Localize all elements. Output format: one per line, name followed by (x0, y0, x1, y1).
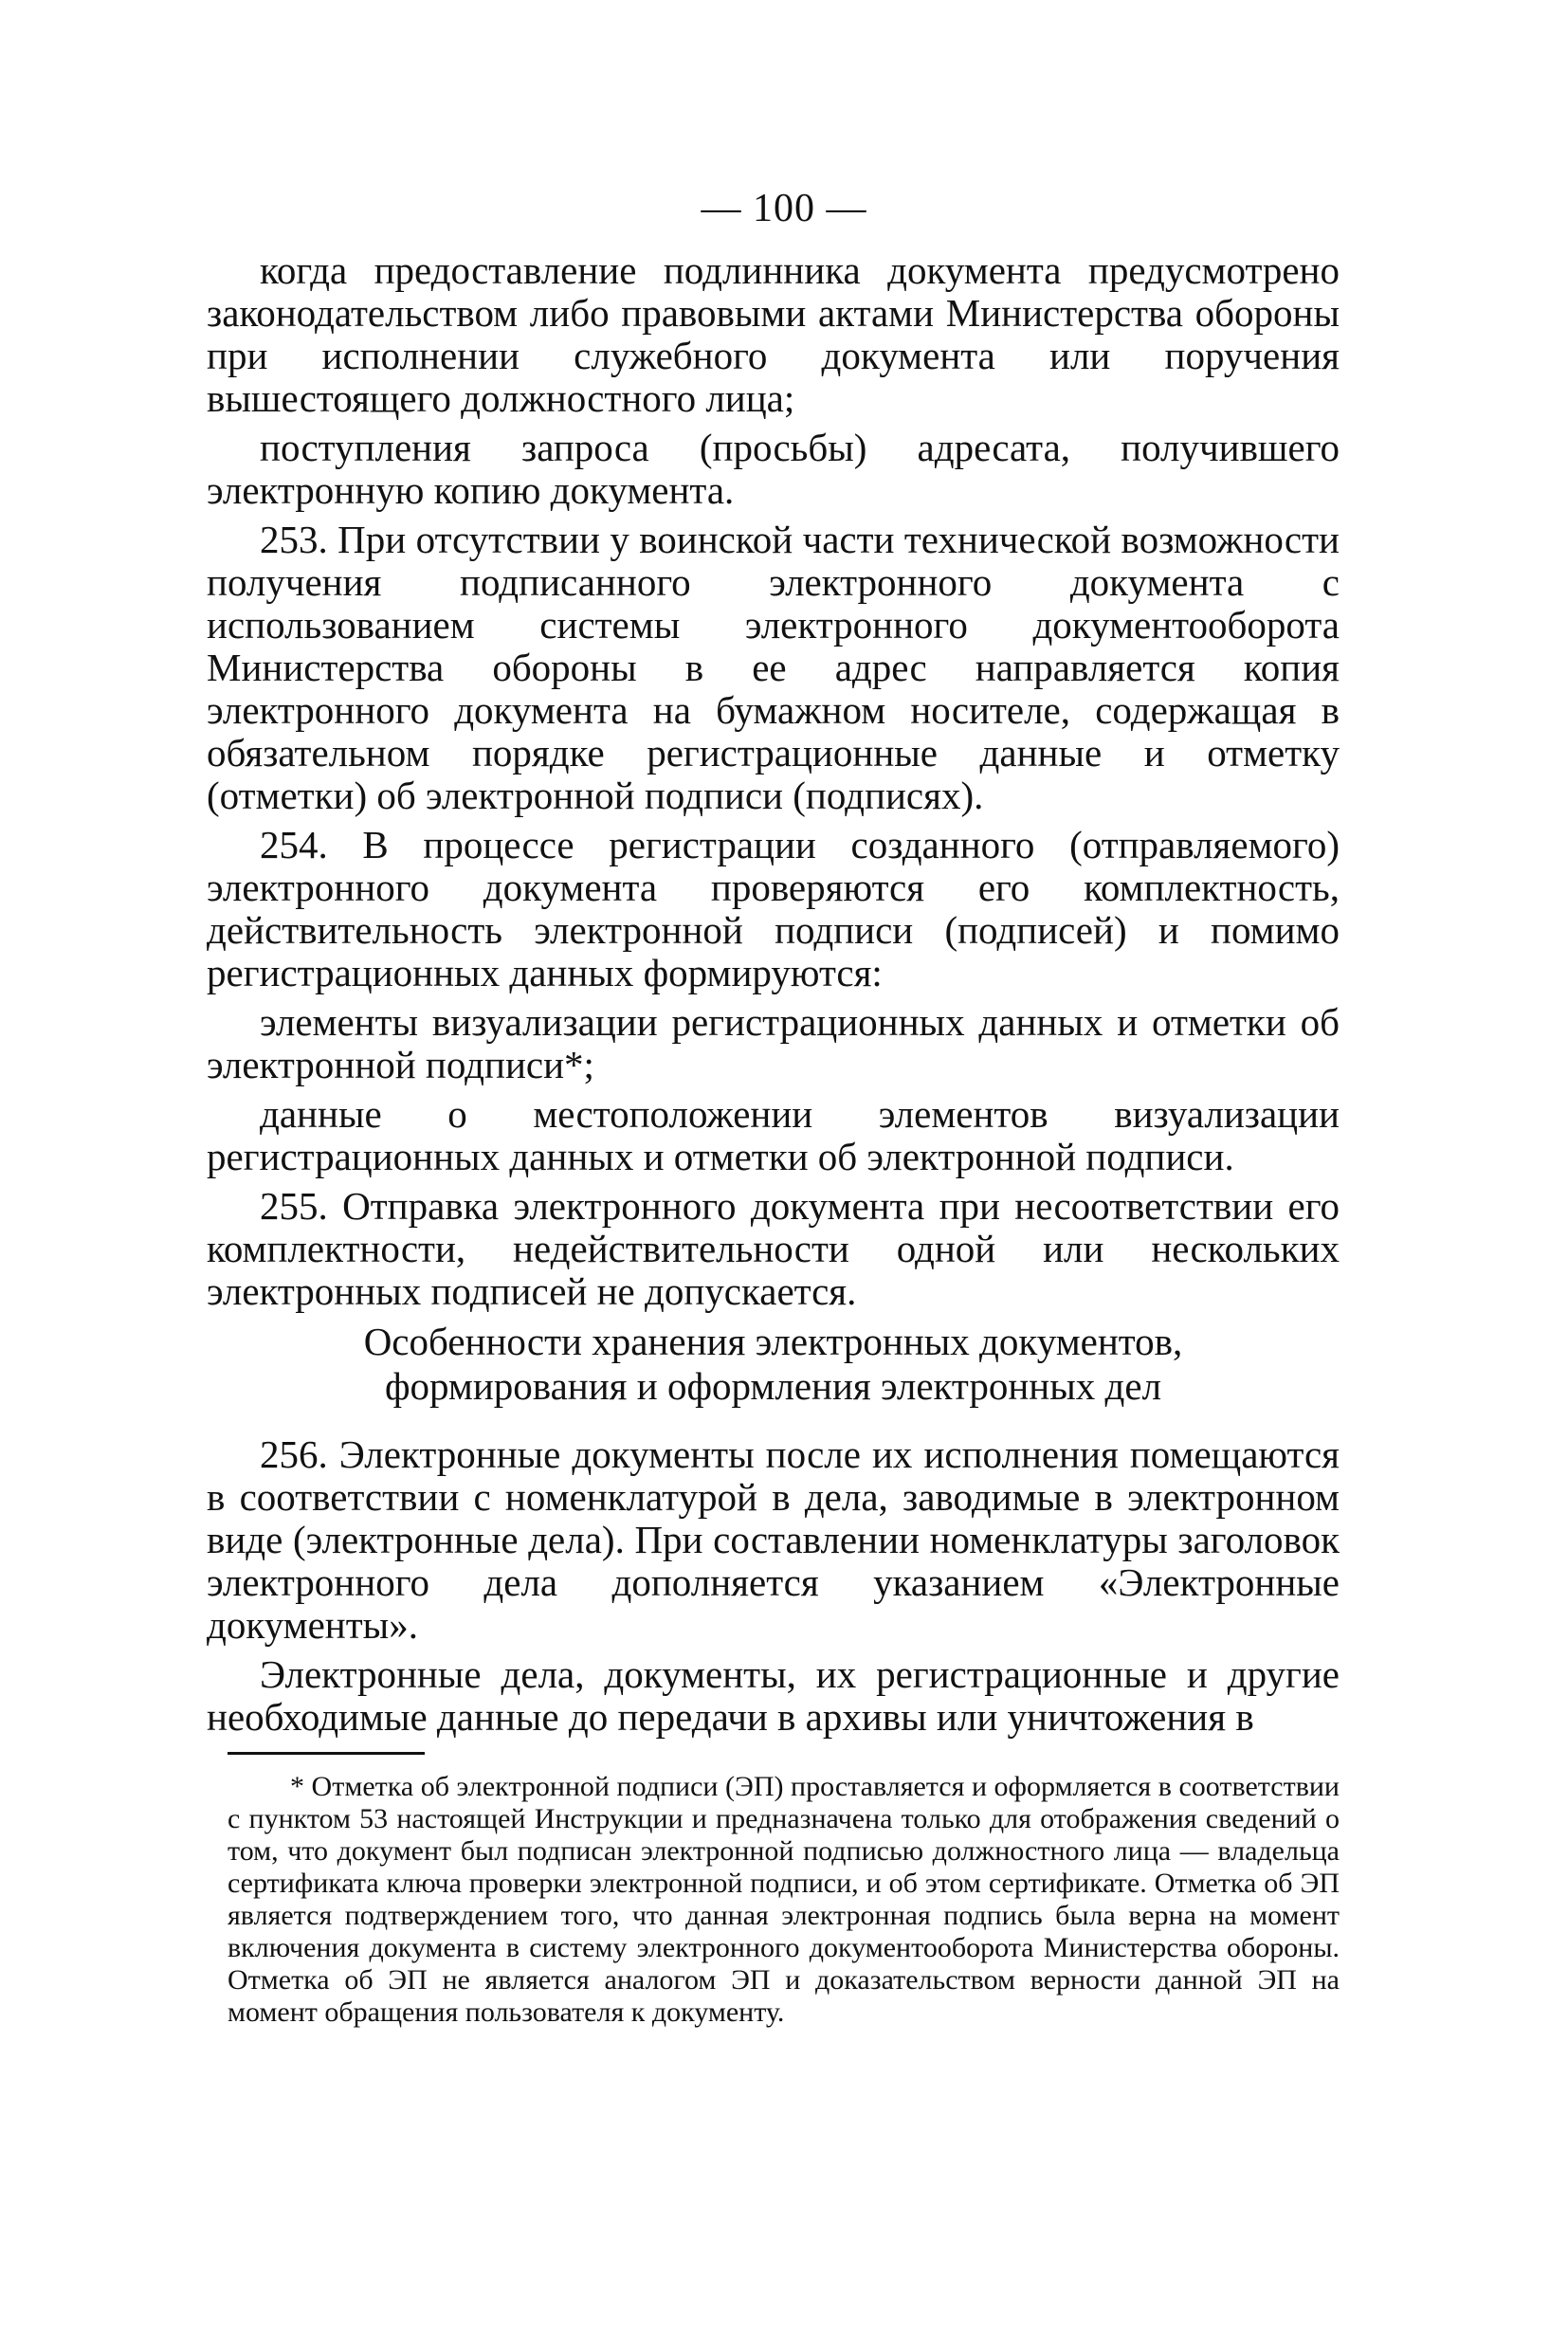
section-heading-line-2: формирования и оформления электронных дел (384, 1364, 1162, 1408)
footnote-divider (228, 1752, 425, 1755)
body-section-b (207, 1433, 1340, 1745)
footnote: * Отметка об электронной подписи (ЭП) проставляется и оформляется в соответствии с пунктом 53 настоящей Инструкции и предназначена только для отображения сведений о том, что документ был подписан электронной подписью должностного лица — владельца сертификата ключа проверки электронной подписи, и об этом сертификате. Отметка об ЭП является подтверждением того, что данная электронная подпись была верна на момент включения документа в систему электронного документооборота Министерства обороны. Отметка об ЭП не является аналогом ЭП и доказательством верности данной ЭП на момент обращения пользователя к документу. (228, 1771, 1340, 2028)
paragraph-255: 255. Отправка электронного документа при несоответствии его комплектности, недействительности одной или нескольких электронных подписей не допускается. (207, 1184, 1340, 1313)
paragraph-original-document-case: когда предоставление подлинника документа предусмотрено законодательством либо правовыми актами Министерства обороны при исполнении служебного документа или поручения вышестоящего должностного лица; (207, 248, 1340, 420)
paragraph-254: 254. В процессе регистрации созданного (отправляемого) электронного документа проверяются его комплектность, действительность электронной подписи (подписей) и помимо регистрационных данных формируются: (207, 823, 1340, 994)
section-heading-line-1: Особенности хранения электронных документов, (363, 1320, 1183, 1363)
page-number: — 100 — (701, 187, 867, 230)
section-heading (207, 1320, 1340, 1409)
paragraph-location-data: данные о местоположении элементов визуализации регистрационных данных и отметки об электронной подписи. (207, 1092, 1340, 1178)
paragraph-addressee-request: поступления запроса (просьбы) адресата, получившего электронную копию документа. (207, 426, 1340, 512)
paragraph-256: 256. Электронные документы после их исполнения помещаются в соответствии с номенклатурой в дела, заводимые в электронном виде (электронные дела). При составлении номенклатуры заголовок электронного дела дополняется указанием «Электронные документы». (207, 1432, 1340, 1647)
paragraph-253: 253. При отсутствии у воинской части технической возможности получения подписанного электронного документа с использованием системы электронного документооборота Министерства обороны в ее адрес направляется копия электронного документа на бумажном носителе, содержащая в обязательном порядке регистрационные данные и отметку (отметки) об электронной подписи (подписях). (207, 518, 1340, 817)
body-section-a (207, 249, 1340, 1320)
paragraph-visualization-elements: элементы визуализации регистрационных данных и отметки об электронной подписи*; (207, 1000, 1340, 1086)
paragraph-electronic-files-storage: Электронные дела, документы, их регистрационные и другие необходимые данные до передачи в архивы или уничтожения в (207, 1652, 1340, 1739)
